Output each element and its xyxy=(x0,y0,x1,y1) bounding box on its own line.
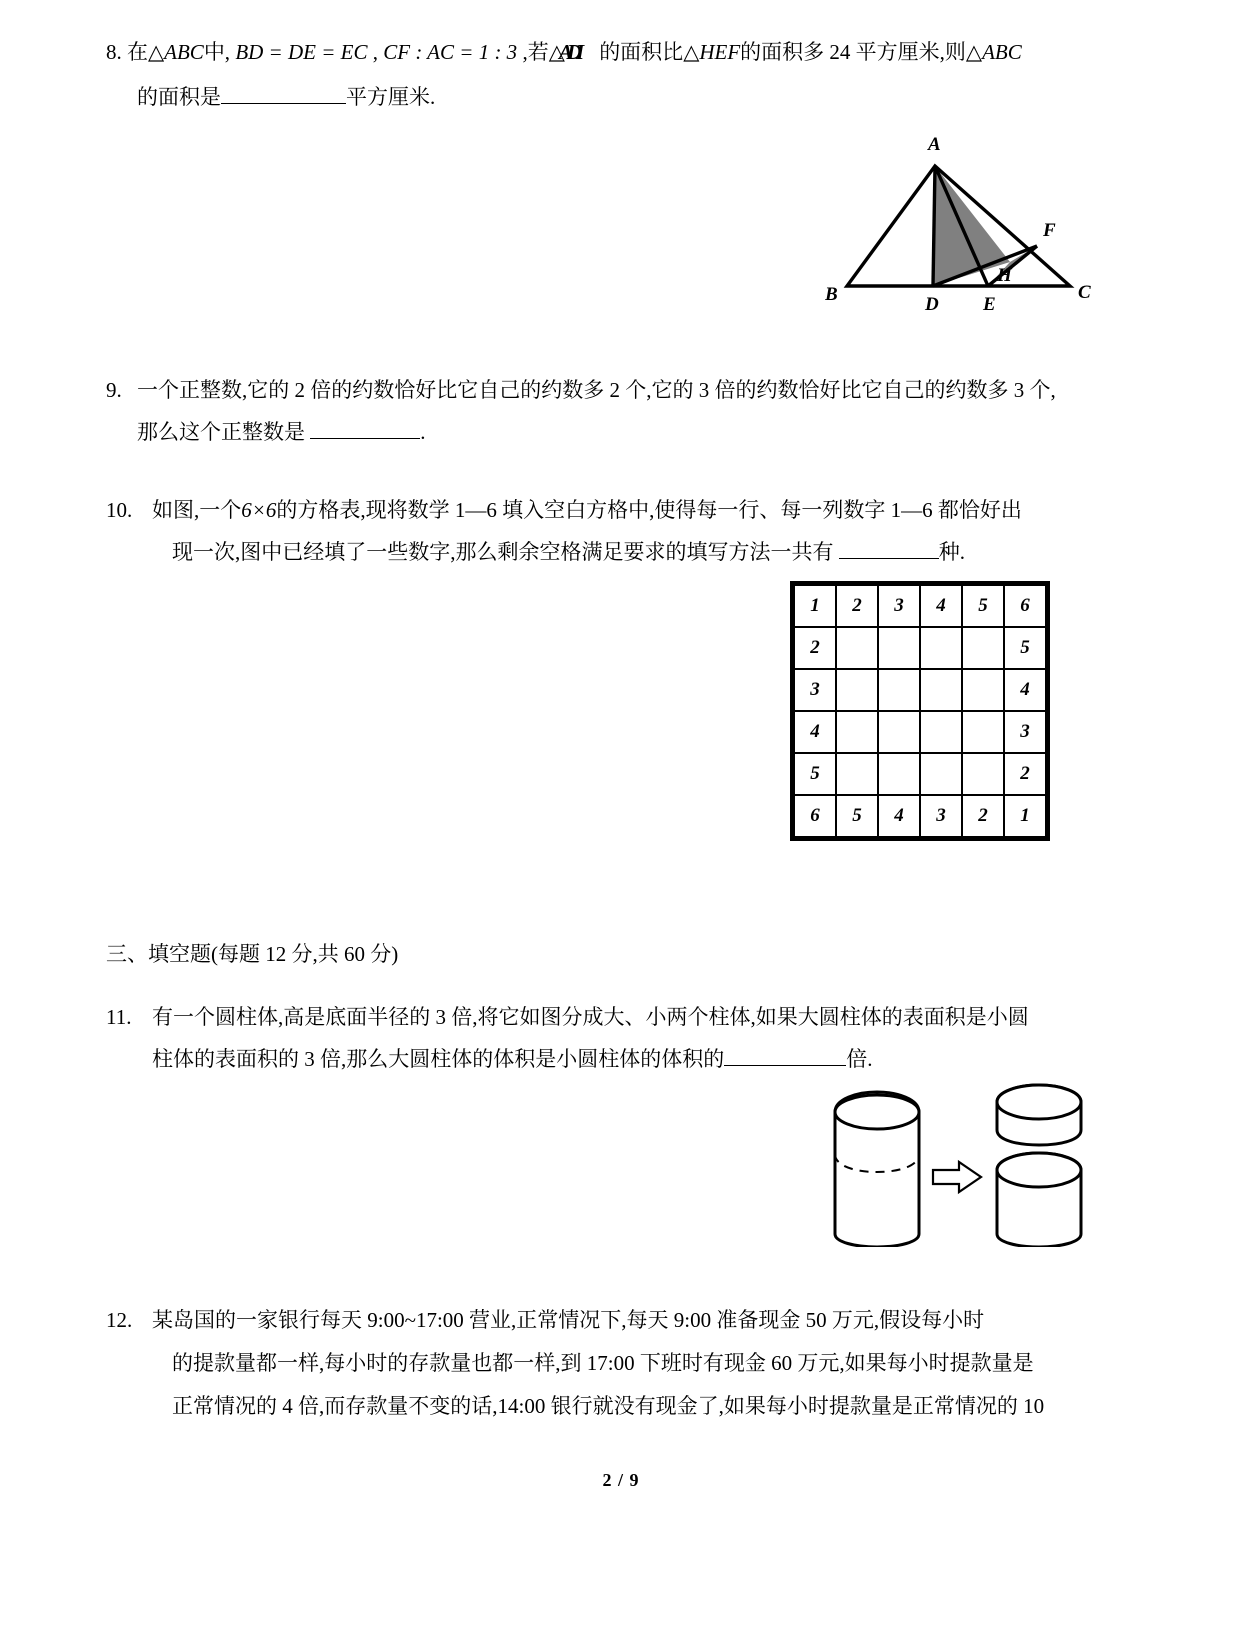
sudoku-cell-filled: 6 xyxy=(1004,585,1046,627)
right-arrow-icon xyxy=(933,1162,981,1192)
sudoku-cell-filled: 3 xyxy=(794,669,836,711)
label-e: E xyxy=(983,294,996,313)
sudoku-cell-filled: 1 xyxy=(794,585,836,627)
sudoku-cell-empty[interactable] xyxy=(920,711,962,753)
q8-seg-area-is: 的面积是 xyxy=(137,85,221,109)
question-12-line-2: 的提款量都一样,每小时的存款量也都一样,到 17:00 下班时有现金 60 万元,如果每小时提款量是 xyxy=(172,1351,1034,1375)
sudoku-cell-filled: 5 xyxy=(962,585,1004,627)
sudoku-cell-empty[interactable] xyxy=(878,669,920,711)
label-a: A xyxy=(928,134,941,155)
label-c: C xyxy=(1078,282,1091,303)
split-cylinders xyxy=(997,1085,1081,1247)
segment-ad xyxy=(933,166,935,286)
question-10-line-2 xyxy=(172,530,965,575)
label-f: F xyxy=(1043,220,1056,241)
label-h: H xyxy=(997,265,1012,286)
question-11-line-2 xyxy=(152,1037,873,1082)
q8-math-hef: △HEF xyxy=(683,40,741,64)
sudoku-cell-filled: 4 xyxy=(920,585,962,627)
sudoku-cell-filled: 5 xyxy=(836,795,878,837)
question-11-number: 11. xyxy=(106,1005,132,1029)
sudoku-cell-empty[interactable] xyxy=(878,711,920,753)
sudoku-cell-empty[interactable] xyxy=(836,711,878,753)
sudoku-cell-filled: 2 xyxy=(794,627,836,669)
q10-seg-text-3: 现一次,图中已经填了一些数字,那么剩余空格满足要求的填写方法一共有 xyxy=(172,540,834,564)
q8-seg-area-cmp: 的面积比 xyxy=(599,40,684,64)
sudoku-cell-filled: 2 xyxy=(836,585,878,627)
q8-math-bd-de-ec: BD = DE = EC xyxy=(235,40,368,64)
sudoku-cell-filled: 3 xyxy=(878,585,920,627)
sudoku-cell-empty[interactable] xyxy=(836,627,878,669)
sudoku-cell-filled: 6 xyxy=(794,795,836,837)
q9-seg-text: 那么这个正整数是 xyxy=(137,420,305,444)
question-12-number: 12. xyxy=(106,1308,133,1332)
q8-math-abc-2: △ABC xyxy=(965,40,1022,64)
sudoku-cell-empty[interactable] xyxy=(878,753,920,795)
whole-cylinder xyxy=(835,1092,919,1247)
sudoku-row xyxy=(794,711,1046,753)
sudoku-cell-empty[interactable] xyxy=(836,753,878,795)
q9-answer-blank[interactable] xyxy=(310,438,420,439)
question-8-triangle-figure xyxy=(825,128,1115,313)
sudoku-row xyxy=(794,753,1046,795)
q11-seg-unit: 倍. xyxy=(846,1047,873,1071)
sudoku-cell-filled: 2 xyxy=(962,795,1004,837)
sudoku-cell-empty[interactable] xyxy=(962,753,1004,795)
question-11-cylinder-figure xyxy=(815,1082,1100,1247)
sudoku-cell-empty[interactable] xyxy=(878,627,920,669)
sudoku-cell-filled: 3 xyxy=(920,795,962,837)
sudoku-cell-filled: 3 xyxy=(1004,711,1046,753)
q8-seg-text-3: 的面积多 24 平方厘米,则 xyxy=(740,40,966,64)
page-footer: 2 / 9 xyxy=(602,1470,640,1490)
sudoku-cell-filled: 5 xyxy=(1004,627,1046,669)
sudoku-cell-empty[interactable] xyxy=(920,669,962,711)
sudoku-row xyxy=(794,795,1046,837)
q10-seg-text-1: 如图,一个 xyxy=(152,498,242,522)
q8-seg-text-2: 中, xyxy=(203,40,231,64)
q11-seg-text: 柱体的表面积的 3 倍,那么大圆柱体的体积是小圆柱体的体积的 xyxy=(152,1047,725,1071)
q8-seg-unit: 平方厘米. xyxy=(346,85,436,109)
question-12-line-3: 正常情况的 4 倍,而存款量不变的话,14:00 银行就没有现金了,如果每小时提款量是正常情况的 10 xyxy=(172,1394,1045,1418)
q10-math-6x6: 6×6 xyxy=(241,498,277,522)
section-heading-fill-in-blank: 三、填空题(每题 12 分,共 60 分) xyxy=(106,942,399,966)
question-12-line-1: 某岛国的一家银行每天 9:00~17:00 营业,正常情况下,每天 9:00 准备现金 50 万元,假设每小时 xyxy=(152,1308,985,1332)
question-11-line-1: 有一个圆柱体,高是底面半径的 3 倍,将它如图分成大、小两个柱体,如果大圆柱体的表面积是小圆 xyxy=(152,1005,1029,1029)
question-9-line-1: 一个正整数,它的 2 倍的约数恰好比它自己的约数多 2 个,它的 3 倍的约数恰好比它自己的约数多 3 个, xyxy=(137,378,1056,402)
sudoku-cell-filled: 5 xyxy=(794,753,836,795)
sudoku-cell-filled: 2 xyxy=(1004,753,1046,795)
label-b: B xyxy=(825,284,838,305)
sudoku-cell-empty[interactable] xyxy=(836,669,878,711)
q8-seg-ruo: ,若 xyxy=(522,40,549,64)
q10-seg-text-2: 的方格表,现将数学 1—6 填入空白方格中,使得每一行、每一列数字 1—6 都恰好出 xyxy=(276,498,1022,522)
question-8-number: 8. xyxy=(106,40,122,64)
q8-answer-blank[interactable] xyxy=(221,103,346,104)
sudoku-cell-empty[interactable] xyxy=(962,669,1004,711)
q10-seg-unit: 种. xyxy=(938,540,965,564)
sudoku-cell-empty[interactable] xyxy=(962,627,1004,669)
q10-answer-blank[interactable] xyxy=(839,558,939,559)
question-8-line-2 xyxy=(137,75,435,120)
question-9-line-2 xyxy=(137,410,426,455)
q8-math-cf-ac: CF : AC = 1 : 3 xyxy=(383,40,518,64)
q8-math-adi: △ADI xyxy=(548,40,579,64)
sudoku-table xyxy=(793,584,1047,838)
sudoku-cell-filled: 4 xyxy=(1004,669,1046,711)
sudoku-cell-filled: 4 xyxy=(878,795,920,837)
sudoku-cell-empty[interactable] xyxy=(962,711,1004,753)
sudoku-row xyxy=(794,669,1046,711)
q11-answer-blank[interactable] xyxy=(724,1065,846,1066)
question-8-line-1 xyxy=(127,30,1022,75)
q8-seg-comma-1: , xyxy=(372,40,378,64)
sudoku-cell-filled: 4 xyxy=(794,711,836,753)
q8-math-abc: △ABC xyxy=(148,40,204,64)
q8-seg-text-1: 在 xyxy=(127,40,148,64)
question-9-number: 9. xyxy=(106,378,122,402)
sudoku-row xyxy=(794,585,1046,627)
label-d: D xyxy=(925,294,939,313)
question-10-number: 10. xyxy=(106,498,133,522)
question-10-sudoku-grid xyxy=(790,581,1050,841)
sudoku-cell-empty[interactable] xyxy=(920,753,962,795)
sudoku-cell-filled: 1 xyxy=(1004,795,1046,837)
question-10-line-1 xyxy=(152,488,1022,533)
sudoku-cell-empty[interactable] xyxy=(920,627,962,669)
q9-seg-period: . xyxy=(420,420,426,444)
sudoku-row xyxy=(794,627,1046,669)
